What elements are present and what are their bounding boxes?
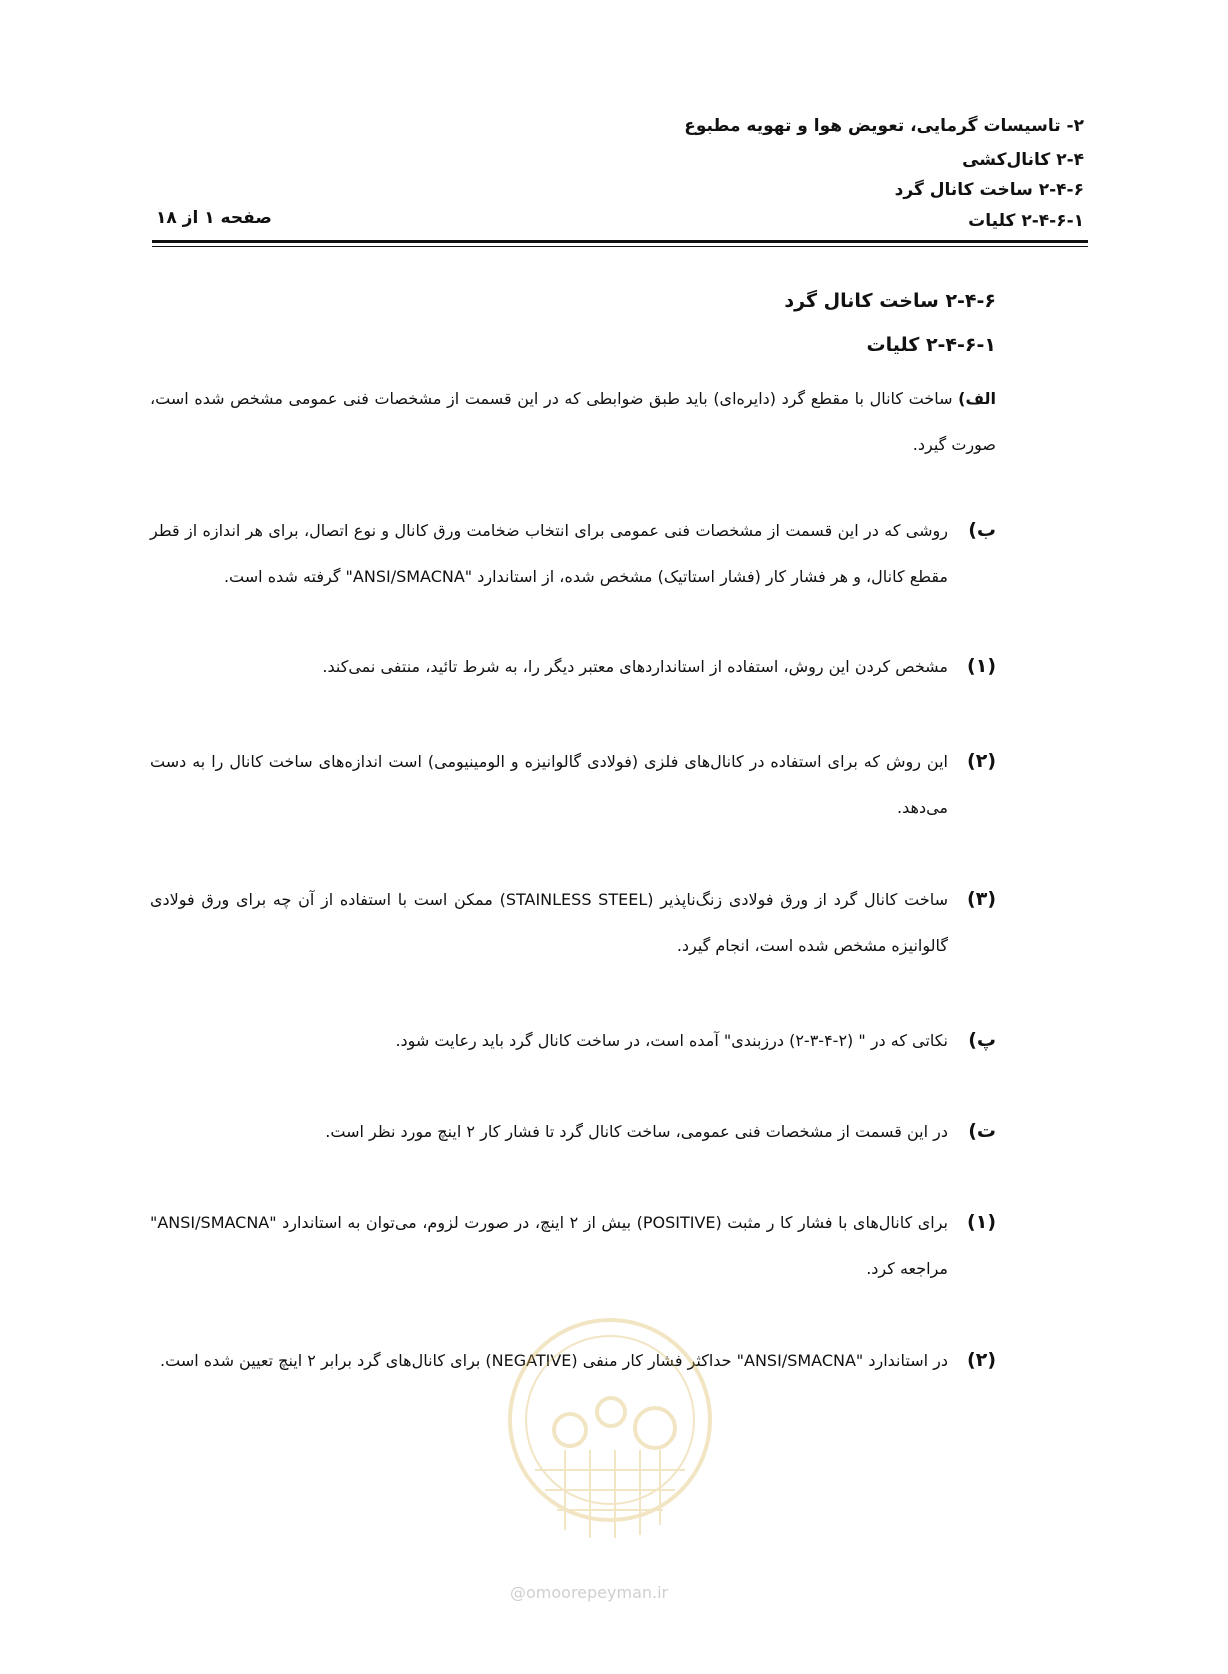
subsection-heading: ۲-۴-۶-۱ کلیات <box>866 334 996 356</box>
header-rule-thick <box>152 240 1088 243</box>
paragraph-pe-label: پ) <box>968 1029 996 1051</box>
paragraph-be-text: روشی که در این قسمت از مشخصات فنی عمومی برای انتخاب ضخامت ورق کانال و نوع اتصال، برای هر اندازه از قطر مقطع کانال، و هر فشار کار (فشار استاتیک) مشخص شده، از استاندارد "ANSI/SMACNA" گرفته شده است. <box>150 521 948 586</box>
paragraph-be-label: ب) <box>968 519 996 541</box>
item-te-1-label: (۱) <box>967 1211 996 1233</box>
item-te-2-label: (۲) <box>967 1349 996 1371</box>
item-be-2-text: این روش که برای استفاده در کانال‌های فلزی (فولادی گالوانیزه و الومینیومی) است اندازه‌های ساخت کانال را به دست می‌دهد. <box>150 752 948 817</box>
section-heading: ۲-۴-۶ ساخت کانال گرد <box>784 290 996 312</box>
paragraph-te-text: در این قسمت از مشخصات فنی عمومی، ساخت کانال گرد تا فشار کار ۲ اینچ مورد نظر است. <box>325 1122 948 1141</box>
header-rule-thin <box>152 246 1088 247</box>
item-te-2-text: در استاندارد "ANSI/SMACNA" حداکثر فشار کار منفی (NEGATIVE) برای کانال‌های گرد برابر ۲ اینچ تعیین شده است. <box>160 1351 948 1370</box>
item-te-1-text: برای کانال‌های با فشار کا ر مثبت (POSITIVE) بیش از ۲ اینچ، در صورت لزوم، می‌توان به استاندارد "ANSI/SMACNA" مراجعه کرد. <box>150 1213 948 1278</box>
item-be-1-text: مشخص کردن این روش، استفاده از استانداردهای معتبر دیگر را، به شرط تائید، منتفی نمی‌کند. <box>322 657 948 676</box>
item-be-3-label: (۳) <box>967 888 996 910</box>
paragraph-alef <box>150 376 996 468</box>
watermark-logo <box>495 1300 725 1590</box>
item-be-2-label: (۲) <box>967 750 996 772</box>
paragraph-alef-label: الف) <box>958 389 997 408</box>
header-line-1: ۲- تاسیسات گرمایی، تعویض هوا و تهویه مطبوع <box>684 116 1084 136</box>
header-line-3: ۲-۴-۶ ساخت کانال گرد <box>894 180 1084 200</box>
paragraph-pe-text: نکاتی که در " (۲-۴-۳-۲) درزبندی" آمده است، در ساخت کانال گرد باید رعایت شود. <box>395 1031 948 1050</box>
paragraph-te-label: ت) <box>968 1120 996 1142</box>
item-be-1-label: (۱) <box>967 655 996 677</box>
watermark-handle: @omoorepeyman.ir <box>510 1583 669 1602</box>
paragraph-alef-text: ساخت کانال با مقطع گرد (دایره‌ای) باید طبق ضوابطی که در این قسمت از مشخصات فنی عمومی مشخص شده است، صورت گیرد. <box>150 389 996 454</box>
page-number: صفحه ۱ از ۱۸ <box>156 208 272 228</box>
header-line-4: ۲-۴-۶-۱ کلیات <box>968 211 1084 231</box>
item-be-3-text: ساخت کانال گرد از ورق فولادی زنگ‌ناپذیر (STAINLESS STEEL) ممکن است با استفاده از آن چه برای ورق فولادی گالوانیزه مشخص شده است، انجام گیرد. <box>150 890 949 955</box>
header-line-2: ۲-۴ کانال‌کشی <box>962 150 1084 170</box>
